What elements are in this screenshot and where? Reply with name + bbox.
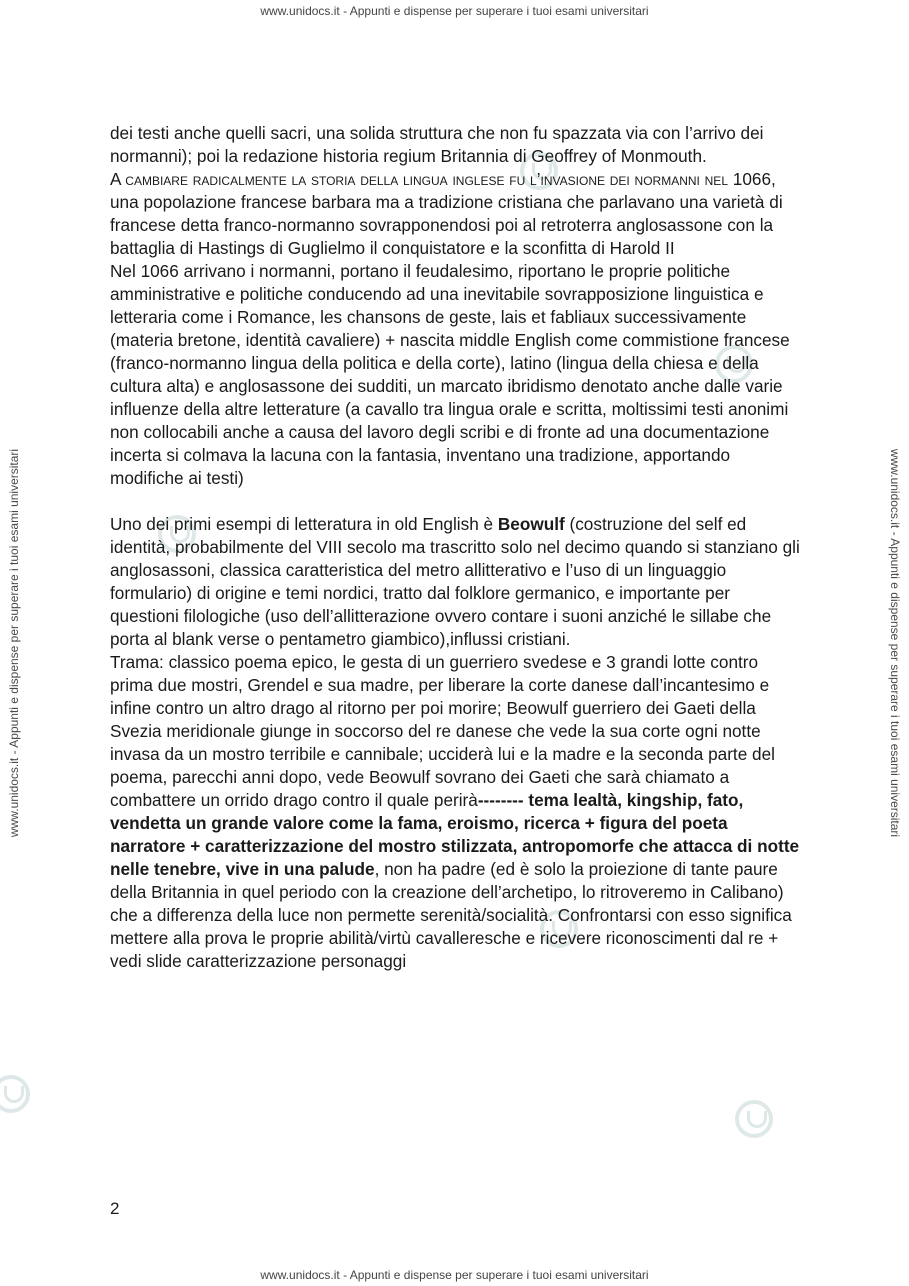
paragraph: [110, 168, 800, 260]
paragraph: [110, 513, 800, 651]
paragraph: dei testi anche quelli sacri, una solida struttura che non fu spazzata via con l’arrivo dei normanni); poi la redazione historia regium Britannia di Geoffrey of Monmouth.: [110, 123, 764, 166]
paragraph-text: , non ha padre (ed è solo la proiezione di tante paure della Britannia in quel periodo con la creazione dell’archetipo, lo ritroveremo in Calibano) che a differenza della luce non permette serenità/socialità. Confrontarsi con esso significa mettere alla prova le proprie abilità/virtù cavalleresche e ricevere riconoscimenti dal re + vedi slide caratterizzazione personaggi: [110, 859, 792, 971]
small-caps-text: A cambiare radicalmente la storia della lingua inglese fu l’invasione dei normanni nel: [110, 169, 728, 189]
watermark-logo-icon: [0, 1075, 30, 1113]
document-body: [110, 122, 800, 973]
paragraph-text: Trama: classico poema epico, le gesta di un guerriero svedese e 3 grandi lotte contro prima due mostri, Grendel e sua madre, per liberare la corte danese dall’incantesimo e infine contro un altro drago al ritorno per poi morire; Beowulf guerriero dei Gaeti della Svezia meridionale giunge in soccorso del re danese che vede la sua corte ogni notte invasa da un mostro terribile e cannibale; ucciderà lui e la madre e la seconda parte del poema, parecchi anni dopo, vede Beowulf sovrano dei Gaeti che sarà chiamato a combattere un orrido drago contro il quale perirà: [110, 652, 775, 810]
paragraph: Nel 1066 arrivano i normanni, portano il feudalesimo, riportano le proprie politiche amministrative e politiche conducendo ad una inevitabile sovrapposizione linguistica e letteraria come i Romance, les chansons de geste, lais et fabliaux successivamente (materia bretone, identità cavaliere) + nascita middle English come commistione francese (franco-normanno lingua della politica e della corte), latino (lingua della chiesa e della cultura alta) e anglosassone dei sudditi, un marcato ibridismo denotato anche dalle varie influenze della altre letterature (a cavallo tra lingua orale e scritta, moltissimi testi anonimi non collocabili anche a causa del lavoro degli scribi e di fronte ad una documentazione incerta si colmava la lacuna con la fantasia, inventano una tradizione, apportando modifiche ai testi): [110, 261, 790, 488]
page-number: 2: [110, 1199, 120, 1218]
paragraph-text: 1066, una popolazione francese barbara ma a tradizione cristiana che parlavano una varietà di francese detta franco-normanno sovrapponendosi poi al retroterra anglosassone con la battaglia di Hastings di Guglielmo il conquistatore e la sconfitta di Harold II: [110, 169, 783, 258]
paragraph-text: Uno dei primi esempi di letteratura in old English è: [110, 514, 498, 534]
paragraph: [110, 651, 800, 973]
side-banner-right: www.unidocs.it - Appunti e dispense per superare i tuoi esami universitari: [888, 448, 902, 838]
paragraph-text: (costruzione del self ed identità, probabilmente del VIII secolo ma trascritto solo nel decimo quando si stanziano gli anglosassoni, classica caratteristica del metro allitterativo e l’uso di un linguaggio formulario) di origine e temi nordici, tratto dal folklore germanico, e importante per questioni filologiche (uso dell’allitterazione ovvero contare i suoni anziché le sillabe che porta al blank verse o pentametro giambico),influssi cristiani.: [110, 514, 800, 649]
side-banner-left: www.unidocs.it - Appunti e dispense per superare i tuoi esami universitari: [7, 448, 21, 838]
watermark-logo-icon: [735, 1100, 773, 1138]
footer-banner: www.unidocs.it - Appunti e dispense per superare i tuoi esami universitari: [260, 1268, 649, 1282]
bold-text: -------- tema lealtà, kingship, fato, vendetta un grande valore come la fama, eroismo, ricerca + figura del poeta narratore + caratterizzazione del mostro stilizzata, antropomorfe che attacca di notte nelle tenebre, vive in una palude: [110, 790, 800, 879]
header-banner: www.unidocs.it - Appunti e dispense per superare i tuoi esami universitari: [260, 4, 649, 18]
bold-term: Beowulf: [497, 514, 565, 534]
